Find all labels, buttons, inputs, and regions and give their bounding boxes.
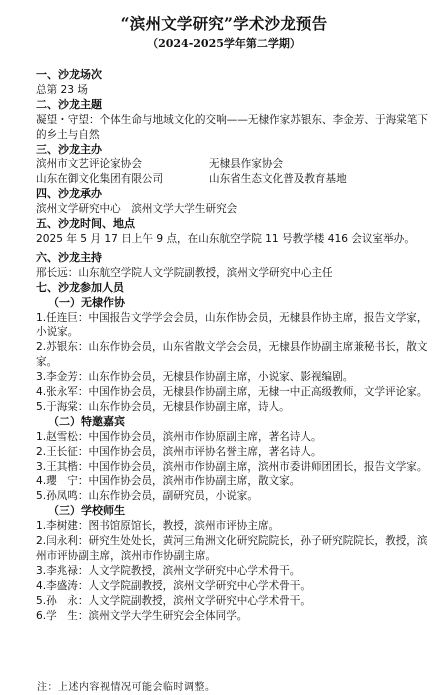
list-item: 2.闫永利：研究生处处长，黄河三角洲文化研究院院长，孙子研究院院长，教授，滨州市评协副主席，滨州市作协副主席。 <box>36 535 428 562</box>
page-subtitle: （2024-2025学年第二学期） <box>147 37 301 50</box>
group-heading-guests: （二）特邀嘉宾 <box>48 414 125 428</box>
section-heading-time-place: 五、沙龙时间、地点 <box>36 217 135 231</box>
list-item: 2.苏银东：山东作协会员，山东省散文学会会员，无棣县作协副主席兼秘书长，散文家。 <box>36 341 428 369</box>
list-item: 4.瓔 宁：中国作协会员，滨州市作协副主席，散文家。 <box>36 475 301 488</box>
theme-text: 凝望・守望：个体生命与地域文化的交响——无棣作家苏银东、李金芳、于海棠笔下的乡土与自然 <box>36 113 428 141</box>
list-item: 4.李盛涛：人文学院副教授，滨州文学研究中心学术骨干。 <box>36 579 311 592</box>
organizer-item: 滨州市文艺评论家协会 <box>36 158 142 171</box>
organizer-item: 无棣县作家协会 <box>209 158 284 171</box>
time-place-text: 2025 年 5 月 17 日上午 9 点，在山东航空学院 11 号教学楼 416 会议室举办。 <box>36 232 415 245</box>
organizer-item: 山东省生态文化普及教育基地 <box>209 173 347 186</box>
organizer-item: 山东在御文化集团有限公司 <box>36 173 164 186</box>
host-text: 滨州文学研究中心 滨州文学大学生研究会 <box>36 203 238 216</box>
group-heading-wudi-writers: （一）无棣作协 <box>48 295 125 309</box>
list-item: 5.孙凤鸣：山东作协会员，副研究员，小说家。 <box>36 490 258 503</box>
organizer-row-1 <box>36 157 438 172</box>
list-item: 3.王其楷：中国作协会员，滨州市作协副主席，滨州市委讲师团团长，报告文学家。 <box>36 460 428 473</box>
list-item: 6.学 生：滨州文学大学生研究会全体同学。 <box>36 609 248 622</box>
list-item: 4.张永军：中国作协会员，无棣县作协副主席，无棣一中正高级教师，文学评论家。 <box>36 386 428 399</box>
section-heading-participants: 七、沙龙参加人员 <box>36 280 124 294</box>
section-heading-theme: 二、沙龙主题 <box>36 97 102 111</box>
list-item: 1.李树建：图书馆原馆长，教授，滨州市评协主席。 <box>36 520 280 533</box>
section-heading-organizers: 三、沙龙主办 <box>36 142 102 156</box>
session-count: 总第 23 场 <box>36 83 88 96</box>
group-heading-school: （三）学校师生 <box>48 504 125 518</box>
list-item: 3.李金芳：山东作协会员，无棣县作协副主席，小说家、影视编剧。 <box>36 371 354 384</box>
list-item: 2.王长征：中国作协会员，滨州市评协名誉主席，著名诗人。 <box>36 445 322 458</box>
organizer-row-2 <box>36 172 438 187</box>
section-heading-moderator: 六、沙龙主持 <box>36 250 102 264</box>
list-item: 1.任连巨：中国报告文学学会会员，山东作协会员，无棣县作协主席，报告文学家，小说家。 <box>36 311 428 339</box>
list-item: 5.于海棠：山东作协会员，无棣县作协副主席，诗人。 <box>36 400 290 413</box>
moderator-text: 邢长远：山东航空学院人文学院副教授，滨州文学研究中心主任 <box>36 266 333 279</box>
section-heading-host: 四、沙龙承办 <box>36 187 102 201</box>
section-heading-sessions: 一、沙龙场次 <box>36 68 102 81</box>
page-title: “滨州文学研究”学术沙龙预告 <box>120 14 328 33</box>
list-item: 1.赵雪松：中国作协会员，滨州市作协原副主席，著名诗人。 <box>36 430 322 443</box>
footnote: 注：上述内容视情况可能会临时调整。 <box>37 682 216 693</box>
list-item: 3.李兆禄：人文学院教授，滨州文学研究中心学术骨干。 <box>36 564 301 577</box>
announcement-body <box>36 68 438 624</box>
list-item: 5.孙 永：人文学院副教授，滨州文学研究中心学术骨干。 <box>36 594 311 607</box>
